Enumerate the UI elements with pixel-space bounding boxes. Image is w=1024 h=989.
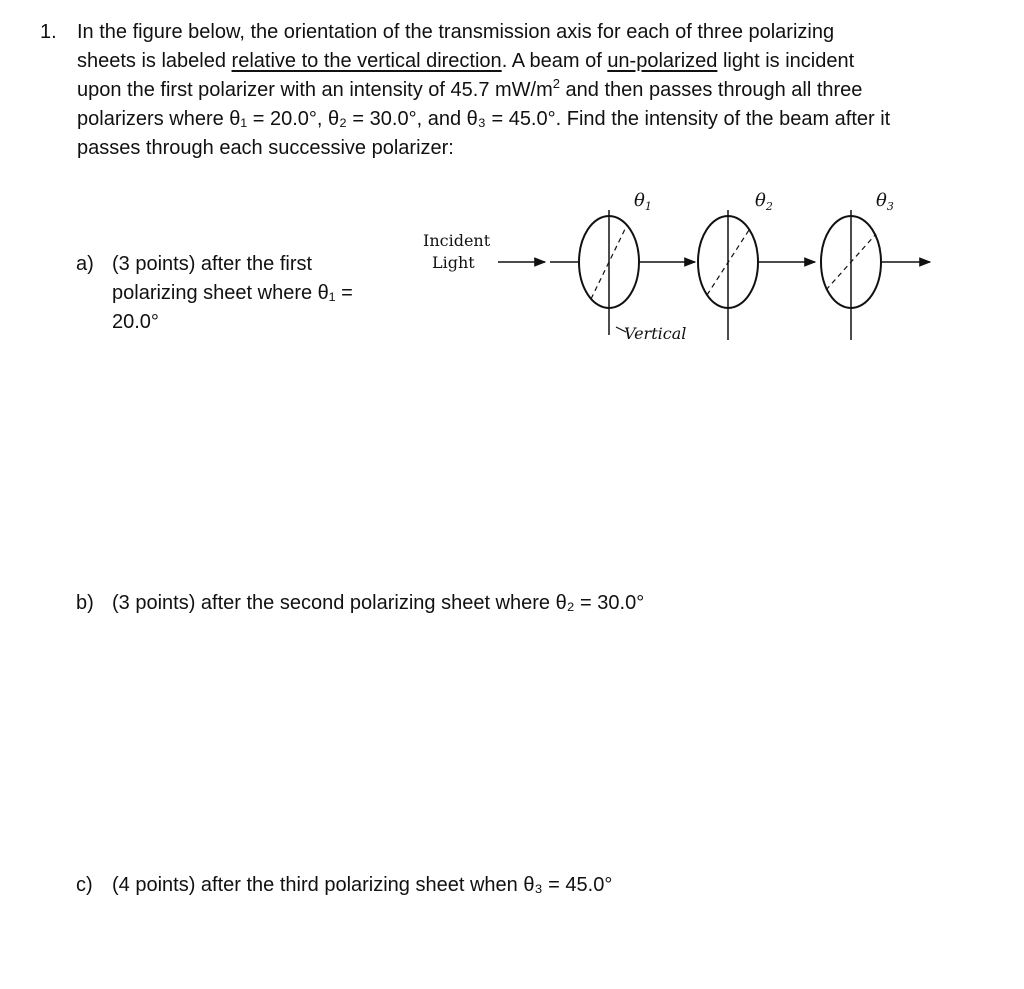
part-a [76,250,396,340]
underlined-phrase-unpolarized: un-polarized [607,50,718,72]
vertical-label: Vertical [624,324,687,343]
polarizer-3 [821,190,894,340]
polarizer-figure [410,180,950,350]
theta-3-label: $\theta_3$ [876,190,894,213]
part-b-text: (3 points) after the second polarizing sheet where θ₂ = 30.0° [112,592,645,614]
stem-line-5: passes through each successive polarizer: [77,137,454,159]
theta-1-label: $\theta_1$ [634,190,652,213]
part-a-line-1: (3 points) after the first [112,253,313,275]
question-number: 1. [40,21,57,43]
part-c [76,871,776,901]
incident-label-line-2: Light [432,253,475,272]
stem-line-3: upon the first polarizer with an intensity of 45.7 $mW/m^2$ and then passes through all three [77,76,863,101]
question-stem [77,18,977,163]
part-c-text: (4 points) after the third polarizing sheet when θ₃ = 45.0° [112,874,613,896]
part-b-label: b) [76,592,94,614]
part-a-label: a) [76,253,94,275]
part-b [76,589,776,619]
underlined-phrase-vertical: relative to the vertical direction [231,50,502,72]
part-a-line-2: polarizing sheet where θ₁ = [112,282,353,304]
stem-line-1: In the figure below, the orientation of the transmission axis for each of three polarizing [77,21,835,43]
polarizer-2 [698,190,773,340]
part-a-line-3: 20.0° [112,311,159,333]
stem-line-2: sheets is labeled relative to the vertical direction. A beam of un-polarized light is incident [77,50,855,72]
part-c-label: c) [76,874,93,896]
incident-label-line-1: Incident [423,231,491,250]
stem-line-4: polarizers where θ₁ = 20.0°, θ₂ = 30.0°, and θ₃ = 45.0°. Find the intensity of the beam after it [77,108,891,130]
theta-2-label: $\theta_2$ [755,190,773,213]
